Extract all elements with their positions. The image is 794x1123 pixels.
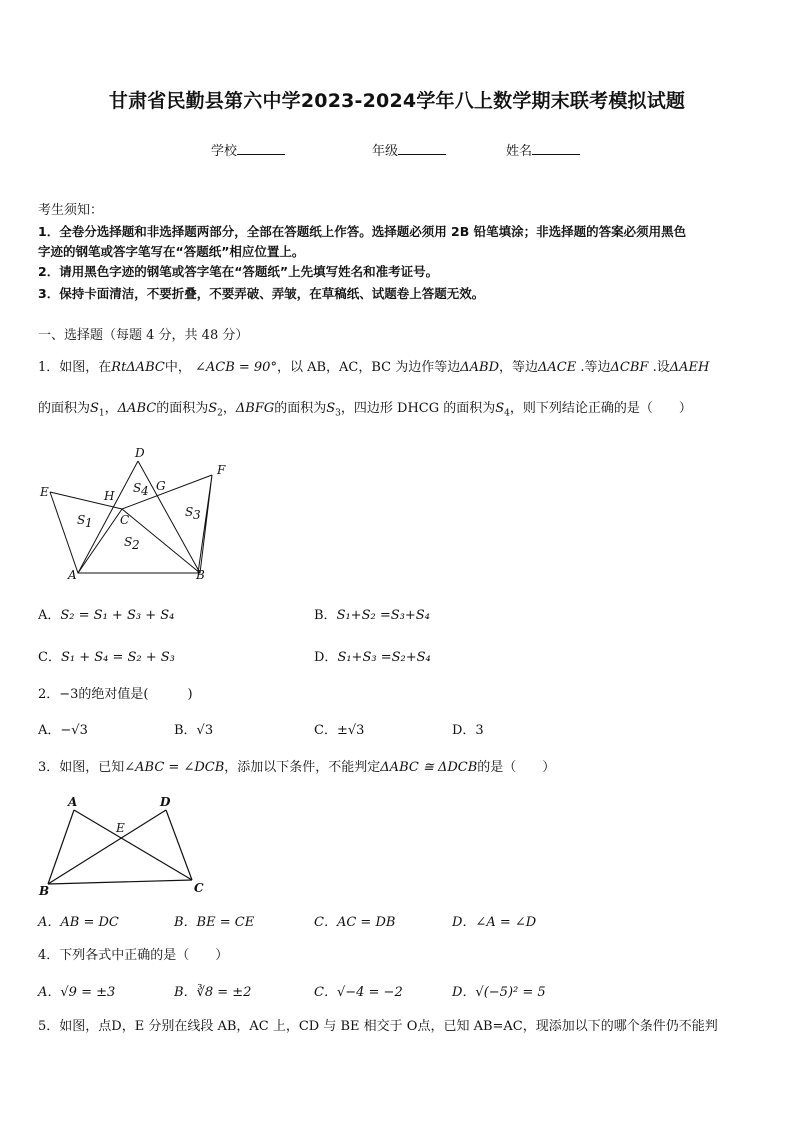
q3-math: ΔABC ≅ ΔDCB: [380, 760, 478, 775]
q1-fig-label: E: [40, 485, 49, 499]
section-heading: 一、选择题（每题 4 分，共 48 分）: [38, 328, 249, 343]
notice-heading: 考生须知：: [38, 203, 104, 218]
q1-text: ，四边形 DHCG 的面积为: [340, 401, 496, 416]
q1-math: ΔABC: [117, 401, 157, 416]
q1-text: ，等边: [499, 360, 539, 375]
q1-math: ∠ACB = 90°: [194, 360, 277, 375]
q1-fig-label: D: [135, 446, 145, 460]
q3-text: ，添加以下条件，不能判定: [224, 760, 381, 775]
q3-option-d[interactable]: D．∠A = ∠D: [452, 915, 537, 930]
q2-stem: 2．−3的绝对值是( ): [38, 687, 193, 702]
q3-fig-edge: [74, 810, 192, 880]
q1-fig-label: S: [133, 481, 142, 495]
q1-math: ΔABD: [460, 360, 500, 375]
q3-option-a[interactable]: A．AB = DC: [38, 915, 119, 930]
notice-item-1-line-1: 1．全卷分选择题和非选择题两部分，全部在答题纸上作答。选择题必须用 2B 铅笔填涂；非选择题的答案必须用黑色: [38, 224, 687, 239]
q1-fig-label: A: [68, 568, 77, 582]
q3-fig-edge: [48, 810, 166, 884]
q1-fig-label: S: [77, 513, 86, 527]
q1-option-d[interactable]: [314, 648, 431, 668]
q1-fig-sub: 1: [85, 516, 93, 530]
q1-fig-sub: 4: [141, 484, 149, 498]
option-label: A．: [38, 608, 61, 623]
q1-fig-label: H: [104, 489, 115, 503]
q4-option-c[interactable]: C．√−4 = −2: [314, 985, 403, 1000]
option-text: S₁+S₃ =S₂+S₄: [337, 650, 431, 665]
q1-fig-label: F: [217, 463, 226, 477]
q1-text: .设: [648, 360, 670, 375]
q3-fig-label: C: [194, 881, 204, 895]
q1-math: RtΔABC: [111, 360, 165, 375]
q1-fig-label: G: [156, 479, 166, 493]
q1-fig-label: B: [196, 568, 205, 582]
q3-fig-edge: [48, 880, 192, 884]
q1-text: ，: [104, 401, 118, 416]
q1-math: ΔBFG: [235, 401, 275, 416]
option-text: S₂ = S₁ + S₃ + S₄: [60, 608, 175, 623]
option-label: D．: [314, 650, 338, 665]
q1-math: S: [495, 401, 505, 416]
name-blank[interactable]: [532, 142, 580, 155]
q4-stem: 4．下列各式中正确的是（ ）: [38, 948, 229, 963]
q1-fig-sub: 2: [132, 538, 140, 552]
option-label: B．: [314, 608, 337, 623]
q1-option-a[interactable]: [38, 606, 174, 626]
q4-option-a[interactable]: A．√9 = ±3: [38, 985, 116, 1000]
q3-text: 的是（ ）: [477, 760, 556, 775]
q1-text: 的面积为: [156, 401, 209, 416]
q1-math: S: [326, 401, 336, 416]
name-field: [506, 140, 580, 159]
q1-math: ΔCBF: [610, 360, 649, 375]
q1-fig-sub: 3: [193, 508, 201, 522]
q1-fig-label: S: [124, 535, 133, 549]
notice-item-3: 3．保持卡面清洁，不要折叠，不要弄破、弄皱，在草稿纸、试题卷上答题无效。: [38, 286, 485, 301]
q2-option-d[interactable]: D．3: [452, 723, 484, 738]
q3-fig-edge: [166, 810, 192, 880]
q1-fig-edge: [50, 475, 212, 573]
q1-text: .等边: [576, 360, 611, 375]
school-blank[interactable]: [237, 142, 285, 155]
q3-fig-label: B: [39, 884, 50, 898]
q1-math: ΔAEH: [669, 360, 710, 375]
option-text: S₁ + S₄ = S₂ + S₃: [60, 650, 175, 665]
grade-label: 年级: [372, 144, 399, 159]
q1-math: ΔACE: [538, 360, 577, 375]
option-text: S₁+S₂ =S₃+S₄: [336, 608, 430, 623]
q3-fig-label: E: [116, 821, 125, 835]
q1-fig-label: C: [120, 513, 130, 527]
q3-fig-label: A: [68, 795, 78, 809]
q1-line-1: [38, 358, 709, 378]
q3-fig-edge: [48, 810, 74, 884]
q1-fig-label: S: [185, 505, 194, 519]
q1-text: ，则下列结论正确的是（ ）: [509, 401, 692, 416]
notice-item-2: 2．请用黑色字迹的钢笔或答字笔在“答题纸”上先填写姓名和准考证号。: [38, 264, 439, 279]
q4-option-d[interactable]: D．√(−5)² = 5: [452, 985, 546, 1000]
school-label: 学校: [211, 144, 238, 159]
q5-stem: 5．如图，点D，E 分别在线段 AB，AC 上，CD 与 BE 相交于 O点，已知 AB=AC，现添加以下的哪个条件仍不能判: [38, 1019, 718, 1034]
notice-item-1-line-2: 字迹的钢笔或答字笔写在“答题纸”相应位置上。: [38, 244, 305, 259]
school-field: [211, 140, 285, 159]
grade-field: [372, 140, 446, 159]
q4-option-b[interactable]: B．∛8 = ±2: [174, 985, 252, 1000]
q2-option-a[interactable]: A．−√3: [38, 723, 88, 738]
q1-text: 的面积为: [274, 401, 327, 416]
grade-blank[interactable]: [398, 142, 446, 155]
q1-text: 1．如图，在: [38, 360, 112, 375]
q3-stem: [38, 758, 555, 778]
q1-line-2: 的面积为$S_1$，ΔABC的面积为$S_2$，ΔBFG的面积为$S_3$，四边形 DHCG 的面积为$S_4$，则下列结论正确的是（ ）: [38, 401, 692, 419]
q1-text: ，: [222, 401, 236, 416]
q1-option-b[interactable]: [314, 606, 430, 626]
q2-option-b[interactable]: B．√3: [174, 723, 214, 738]
q3-math: ∠ABC = ∠DCB: [124, 760, 225, 775]
q3-option-c[interactable]: C．AC = DB: [314, 915, 396, 930]
q3-text: 3．如图，已知: [38, 760, 125, 775]
page-title: 甘肃省民勤县第六中学2023-2024学年八上数学期末联考模拟试题: [108, 90, 686, 112]
name-label: 姓名: [506, 144, 533, 159]
q1-figure: [30, 440, 240, 585]
q1-option-c[interactable]: [38, 648, 175, 668]
q3-fig-label: D: [160, 795, 171, 809]
q3-figure: [30, 792, 220, 900]
q1-text: ，以 AB，AC，BC 为边作等边: [276, 360, 461, 375]
option-label: C．: [38, 650, 61, 665]
q1-text: 的面积为: [38, 401, 91, 416]
q1-text: 中，: [164, 360, 191, 375]
q2-option-c[interactable]: C．±√3: [314, 723, 365, 738]
q1-math: S: [90, 401, 99, 416]
q1-math: S: [208, 401, 218, 416]
q3-option-b[interactable]: B．BE = CE: [174, 915, 255, 930]
